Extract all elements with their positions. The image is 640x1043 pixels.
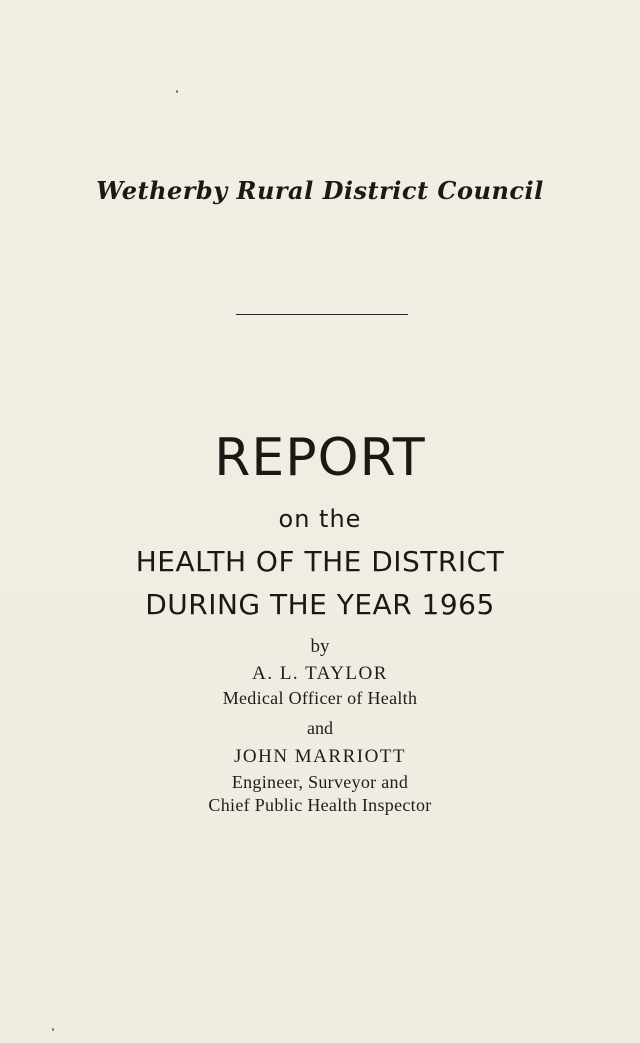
conjunction-text: and <box>307 718 333 738</box>
council-name: Wetherby Rural District Council <box>96 176 544 205</box>
author-2-title-line-1: Engineer, Surveyor and <box>231 772 409 792</box>
author-1-title: Medical Officer of Health <box>222 688 418 708</box>
subject-line-2: DURING THE YEAR 1965 <box>145 588 495 621</box>
author-1-name: A. L. TAYLOR <box>252 663 388 684</box>
divider-rule <box>236 314 408 315</box>
on-the-text: on the <box>278 505 362 533</box>
subject-line-1: HEALTH OF THE DISTRICT <box>135 545 505 578</box>
paper-speck <box>52 1028 54 1031</box>
author-2-title-line-2: Chief Public Health Inspector <box>208 795 432 815</box>
report-heading: REPORT <box>214 428 426 488</box>
author-2-name: JOHN MARRIOTT <box>233 746 407 767</box>
by-text: by <box>310 636 330 657</box>
paper-speck <box>176 90 178 93</box>
